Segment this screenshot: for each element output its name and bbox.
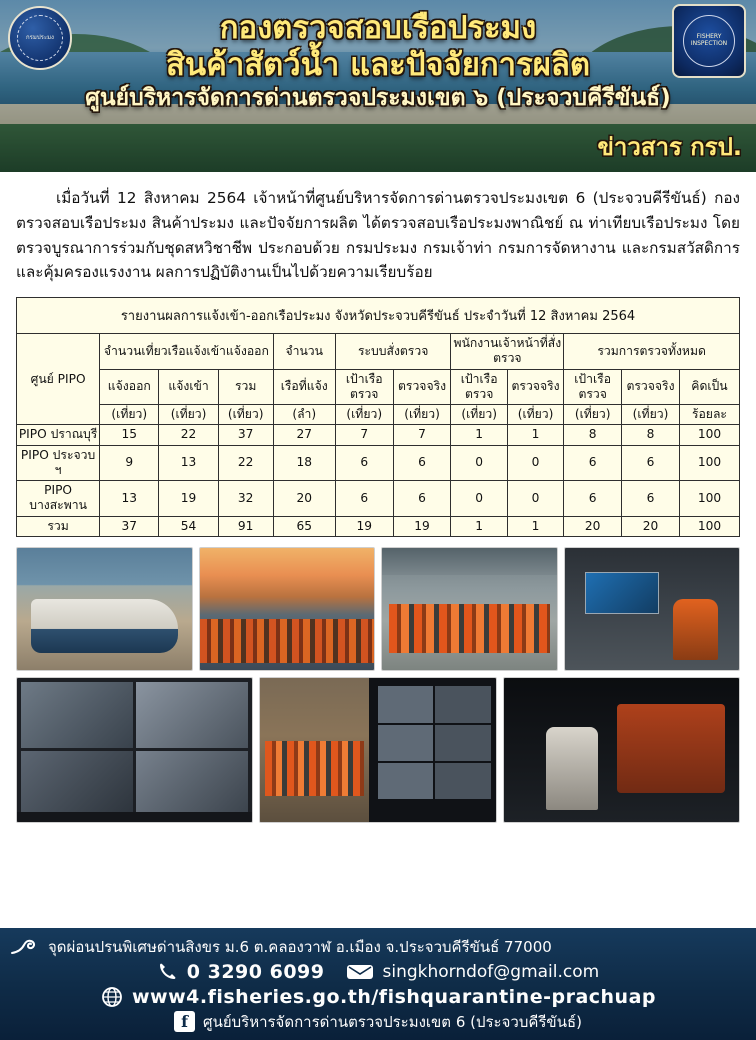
table-row <box>17 481 740 517</box>
cell-tot-target: 8 <box>564 425 622 445</box>
th-sub-out: แจ้งออก <box>100 369 159 405</box>
photo-night-vessel-inspection <box>503 677 740 823</box>
photo-tile <box>378 686 433 722</box>
report-table-caption: รายงานผลการแจ้งเข้า-ออกเรือประมง จังหวัดประจวบคีรีขันธ์ ประจำวันที่ 12 สิงหาคม 2564 <box>16 297 740 333</box>
th-sub-tot-actual: ตรวจจริง <box>622 369 680 405</box>
photo-crew-lineup-sunset <box>199 547 376 671</box>
photo-officer-detail <box>673 599 718 660</box>
cell-off-target: 0 <box>451 481 507 517</box>
photo-tile <box>21 751 133 818</box>
cell-sum: 91 <box>218 516 273 536</box>
cell-sum: 22 <box>218 445 273 481</box>
cell-boats: 27 <box>273 425 335 445</box>
cell-off-target: 0 <box>451 445 507 481</box>
photo-row-2 <box>0 671 756 823</box>
department-of-fisheries-seal-icon <box>8 6 72 70</box>
th-sub-percent: คิดเป็น <box>679 369 739 405</box>
th-sub-off-target: เป้าเรือตรวจ <box>451 369 507 405</box>
cell-sys-actual: 19 <box>393 516 451 536</box>
footer-website-row <box>10 984 746 1009</box>
footer-facebook-page[interactable]: ศูนย์บริหารจัดการด่านตรวจประมงเขต 6 (ประจวบคีรีขันธ์) <box>203 1012 582 1031</box>
photo-crew-detail <box>389 604 550 653</box>
th-unit-sum: (เที่ยว) <box>218 405 273 425</box>
location-pin-icon <box>10 936 40 958</box>
cell-sum: 37 <box>218 425 273 445</box>
cell-out: 9 <box>100 445 159 481</box>
table-header-row-subs <box>17 369 740 405</box>
globe-icon <box>100 986 124 1008</box>
cell-tot-target: 6 <box>564 445 622 481</box>
photo-vessel-detail <box>617 704 725 793</box>
cell-sys-target: 6 <box>335 481 393 517</box>
photo-dock-half <box>260 678 368 822</box>
th-sub-in: แจ้งเข้า <box>159 369 218 405</box>
photo-participant-tiles <box>378 686 491 798</box>
footer-phone[interactable]: 0 3290 6099 <box>186 960 325 983</box>
footer-email[interactable]: singkhorndof@gmail.com <box>382 961 600 982</box>
cell-out: 37 <box>100 516 159 536</box>
th-group-trips: จำนวนเที่ยวเรือแจ้งเข้าแจ้งออก <box>100 334 274 370</box>
cell-boats: 18 <box>273 445 335 481</box>
cell-out: 15 <box>100 425 159 445</box>
cell-center: PIPO ปราณบุรี <box>17 425 100 445</box>
cell-sys-actual: 7 <box>393 425 451 445</box>
th-unit-percent: ร้อยละ <box>679 405 739 425</box>
th-unit-off-target: (เที่ยว) <box>451 405 507 425</box>
photo-lifevests-detail <box>41 604 163 624</box>
banner-title-line1: กองตรวจสอบเรือประมง <box>219 10 537 46</box>
photo-worker-detail <box>546 727 598 811</box>
photo-tile <box>136 751 248 818</box>
table-header-row-groups <box>17 334 740 370</box>
cell-sys-actual: 6 <box>393 481 451 517</box>
th-unit-sys-actual: (เที่ยว) <box>393 405 451 425</box>
photo-monitor-detail <box>585 572 658 613</box>
cell-tot-target: 20 <box>564 516 622 536</box>
photo-tile <box>21 682 133 749</box>
th-sub-tot-target: เป้าเรือตรวจ <box>564 369 622 405</box>
banner-title-block <box>0 10 756 112</box>
cell-center: PIPO ประจวบ ฯ <box>17 445 100 481</box>
facebook-icon[interactable]: f <box>174 1011 195 1032</box>
photo-tile <box>378 725 433 761</box>
th-unit-off-actual: (เที่ยว) <box>507 405 563 425</box>
cell-sys-actual: 6 <box>393 445 451 481</box>
report-table <box>16 297 740 537</box>
cell-tot-actual: 8 <box>622 425 680 445</box>
photo-fishing-boat-inspection <box>16 547 193 671</box>
th-group-total: รวมการตรวจทั้งหมด <box>564 334 740 370</box>
cell-sys-target: 6 <box>335 445 393 481</box>
th-sub-sys-actual: ตรวจจริง <box>393 369 451 405</box>
th-sub-sum: รวม <box>218 369 273 405</box>
th-unit-in: (เที่ยว) <box>159 405 218 425</box>
th-group-officer: พนักงานเจ้าหน้าที่สั่งตรวจ <box>451 334 564 370</box>
photo-roof-detail <box>382 548 557 575</box>
th-group-count: จำนวน <box>273 334 335 370</box>
cell-tot-actual: 6 <box>622 445 680 481</box>
cell-off-actual: 0 <box>507 481 563 517</box>
header-banner <box>0 0 756 172</box>
photo-crew-detail <box>265 741 365 796</box>
photo-tile <box>378 763 433 799</box>
banner-title-line2: สินค้าสัตว์น้ำ และปัจจัยการผลิต <box>165 46 591 83</box>
cell-in: 13 <box>159 445 218 481</box>
th-unit-sys-target: (เที่ยว) <box>335 405 393 425</box>
cell-boats: 20 <box>273 481 335 517</box>
photo-toolbar-detail <box>17 812 252 822</box>
photo-dock-crew-and-meeting <box>259 677 496 823</box>
cell-tot-target: 6 <box>564 481 622 517</box>
cell-center: PIPO บางสะพาน <box>17 481 100 517</box>
cell-percent: 100 <box>679 481 739 517</box>
cell-off-target: 1 <box>451 425 507 445</box>
article-paragraph: เมื่อวันที่ 12 สิงหาคม 2564 เจ้าหน้าที่ศูนย์บริหารจัดการด่านตรวจประมงเขต 6 (ประจวบคีรีขันธ์) กองตรวจสอบเรือประมง สินค้าประมง และปัจจัยการผลิต ได้ตรวจสอบเรือประมงพาณิชย์ ณ ท่าเทียบเรือประมง โดยตรวจบูรณาการร่วมกับชุดสหวิชาชีพ ประกอบด้วย กรมประมง กรมเจ้าท่า กรมการจัดหางาน และกรมสวัสดิการและคุ้มครองแรงงาน ผลการปฏิบัติงานเป็นไปด้วยความเรียบร้อย <box>16 189 740 282</box>
fishery-inspection-badge-icon <box>672 4 746 78</box>
table-row <box>17 425 740 445</box>
cell-out: 13 <box>100 481 159 517</box>
cell-tot-actual: 20 <box>622 516 680 536</box>
photo-tile <box>136 682 248 749</box>
news-flag-label: ข่าวสาร กรป. <box>597 133 742 161</box>
photo-tile <box>435 725 490 761</box>
cell-percent: 100 <box>679 516 739 536</box>
photo-video-conference-grid <box>16 677 253 823</box>
photo-crew-lineup-dock <box>381 547 558 671</box>
footer-address: จุดผ่อนปรนพิเศษด่านสิงขร ม.6 ต.คลองวาฬ อ.เมือง จ.ประจวบคีรีขันธ์ 77000 <box>48 937 552 956</box>
th-unit-out: (เที่ยว) <box>100 405 159 425</box>
th-sub-boats: เรือที่แจ้ง <box>273 369 335 405</box>
contact-footer <box>0 928 756 1040</box>
cell-percent: 100 <box>679 445 739 481</box>
envelope-icon <box>346 963 374 981</box>
cell-sys-target: 7 <box>335 425 393 445</box>
th-unit-tot-target: (เที่ยว) <box>564 405 622 425</box>
photo-participant-tiles <box>21 682 248 818</box>
photo-tile <box>435 686 490 722</box>
cell-off-actual: 1 <box>507 516 563 536</box>
th-sub-sys-target: เป้าเรือตรวจ <box>335 369 393 405</box>
seal-inner-label: กรมประมง <box>17 15 63 61</box>
report-table-container <box>0 289 756 537</box>
cell-center: รวม <box>17 516 100 536</box>
photo-tile <box>435 763 490 799</box>
th-unit-boats: (ลำ) <box>273 405 335 425</box>
cell-off-target: 1 <box>451 516 507 536</box>
table-row <box>17 445 740 481</box>
th-center: ศูนย์ PIPO <box>17 334 100 425</box>
cell-off-actual: 0 <box>507 445 563 481</box>
photo-crew-detail <box>200 619 375 663</box>
th-sub-off-actual: ตรวจจริง <box>507 369 563 405</box>
footer-address-row <box>10 934 746 959</box>
table-total-row <box>17 516 740 536</box>
footer-facebook-row <box>10 1009 746 1034</box>
footer-website[interactable]: www4.fisheries.go.th/fishquarantine-prachuap <box>131 985 656 1008</box>
cell-in: 19 <box>159 481 218 517</box>
cell-tot-actual: 6 <box>622 481 680 517</box>
cell-percent: 100 <box>679 425 739 445</box>
cell-in: 54 <box>159 516 218 536</box>
cell-in: 22 <box>159 425 218 445</box>
cell-sys-target: 19 <box>335 516 393 536</box>
badge-inner-label: FISHERY INSPECTION <box>683 15 735 67</box>
footer-phone-email-row <box>10 959 746 984</box>
table-header-row-units <box>17 405 740 425</box>
photo-office-video-briefing <box>564 547 741 671</box>
cell-boats: 65 <box>273 516 335 536</box>
cell-sum: 32 <box>218 481 273 517</box>
th-unit-tot-actual: (เที่ยว) <box>622 405 680 425</box>
cell-off-actual: 1 <box>507 425 563 445</box>
phone-icon <box>157 962 179 982</box>
banner-title-line3: ศูนย์บริหารจัดการด่านตรวจประมงเขต ๖ (ประจวบคีรีขันธ์) <box>85 85 671 112</box>
th-group-system: ระบบสั่งตรวจ <box>335 334 451 370</box>
photo-row-1 <box>0 537 756 671</box>
